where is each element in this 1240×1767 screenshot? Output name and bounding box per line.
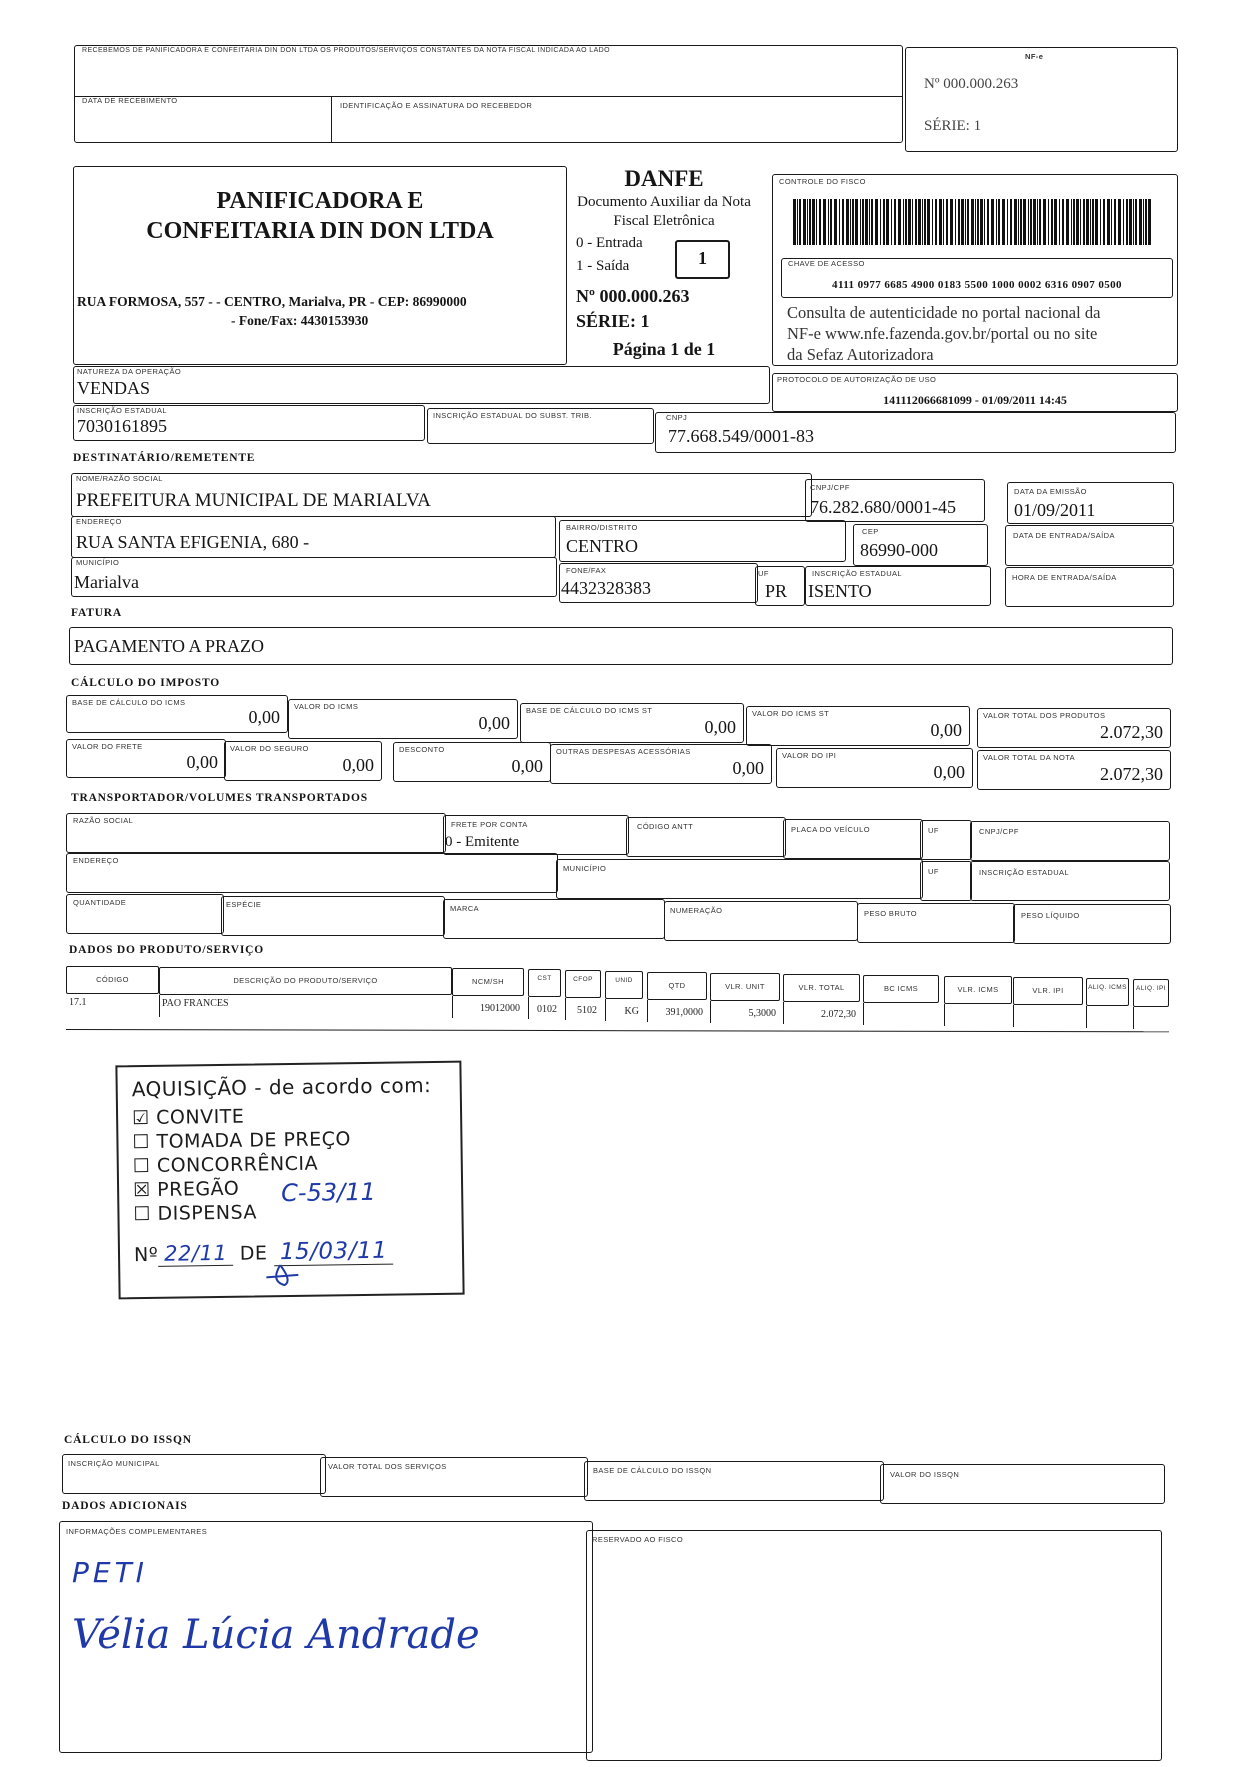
stamp-opt-convite: ☑ CONVITE [131,1105,245,1130]
product-header-label: DESCRIÇÃO DO PRODUTO/SERVIÇO [233,976,378,985]
product-cell: 2.072,30 [821,1009,856,1020]
district-label: BAIRRO/DISTRITO [566,523,638,532]
net-weight-label: PESO LÍQUIDO [1021,911,1080,920]
stamp-handwritten-ref: C-53/11 [280,1177,376,1208]
reserved-fisco-box [586,1530,1162,1761]
handwritten-note: PETI [72,1556,148,1589]
protocol-label: PROTOCOLO DE AUTORIZAÇÃO DE USO [777,375,937,384]
receipt-stub [74,45,903,143]
stamp-opt-dispensa: ☐ DISPENSA [133,1201,258,1226]
tax-field-label: VALOR DO IPI [782,751,837,760]
receipt-signature-label: IDENTIFICAÇÃO E ASSINATURA DO RECEBEDOR [340,101,533,110]
danfe-page: Página 1 de 1 [612,339,716,359]
net-weight-box [1013,904,1171,944]
danfe-number: Nº 000.000.263 [576,286,690,306]
city-box [71,557,557,597]
product-header-label: QTD [668,981,686,990]
stamp-opt-tomada: ☐ TOMADA DE PREÇO [132,1128,352,1154]
stub-series: SÉRIE: 1 [924,118,982,134]
complementary-info-label: INFORMAÇÕES COMPLEMENTARES [66,1527,208,1536]
consult-line2: NF-e www.nfe.fazenda.gov.br/portal ou no site [787,324,1098,343]
tax-field-label: DESCONTO [399,745,445,754]
tax-field-label: VALOR DO ICMS ST [752,709,830,718]
receipt-declaration: RECEBEMOS DE PANIFICADORA E CONFEITARIA DIN DON LTDA OS PRODUTOS/SERVIÇOS CONSTANTES DA NOTA FISCAL INDICADA AO LADO [82,47,610,54]
product-cell: 5,3000 [748,1008,776,1019]
consult-line3: da Sefaz Autorizadora [787,345,934,364]
uf: PR [765,581,788,601]
carrier-cnpj-label: CNPJ/CPF [979,827,1019,836]
stamp-date: 15/03/11 [274,1238,394,1267]
issqn-section-title: CÁLCULO DO ISSQN [64,1434,192,1446]
emitter-address: RUA FORMOSA, 557 - - CENTRO, Marialva, PR - CEP: 86990000 [77,294,467,309]
gross-weight-label: PESO BRUTO [864,909,918,918]
stamp-initial-mark [262,1261,302,1292]
products-section-title: DADOS DO PRODUTO/SERVIÇO [69,944,264,956]
city-label: MUNICÍPIO [76,558,120,567]
carrier-name-label: RAZÃO SOCIAL [73,816,134,825]
nfe-label: NF-e [1025,52,1044,61]
cnpj-value: 77.668.549/0001-83 [668,426,814,446]
product-cell: PAO FRANCES [162,998,229,1009]
carrier-address-label: ENDEREÇO [73,856,119,865]
danfe-subtitle2: Fiscal Eletrônica [613,213,715,229]
tax-field-value: 0,00 [342,755,374,775]
invoice-value: PAGAMENTO A PRAZO [74,636,265,656]
danfe-subtitle1: Documento Auxiliar da Nota [577,194,751,210]
carrier-uf2-label: UF [928,867,939,876]
divider [331,96,332,143]
freight-label: FRETE POR CONTA [451,820,528,829]
tax-field-label: VALOR TOTAL DOS PRODUTOS [983,711,1106,720]
tax-section-title: CÁLCULO DO IMPOSTO [71,677,221,689]
product-table-bottom [66,1029,1169,1032]
issqn-value-label: VALOR DO ISSQN [890,1470,960,1479]
phone-label: FONE/FAX [566,566,607,575]
tax-field-value: 0,00 [732,758,764,778]
nature-value: VENDAS [77,378,151,398]
product-header-label: CFOP [573,976,593,983]
stamp-title: AQUISIÇÃO - de acordo com: [131,1073,432,1102]
product-cell: 17.1 [69,997,87,1008]
product-column-divider [1086,1006,1087,1028]
product-header-label: VLR. IPI [1032,986,1064,995]
product-cell: 391,0000 [665,1007,703,1018]
stamp-opt1-label: CONVITE [156,1105,245,1129]
danfe-title: DANFE [624,166,704,191]
cep-label: CEP [862,527,879,536]
freight-value: 0 - Emitente [445,834,520,850]
stamp-opt4-label: PREGÃO [157,1177,240,1201]
product-header-label: NCM/SH [472,977,504,986]
io-date-label: DATA DE ENTRADA/SAÍDA [1013,531,1115,540]
carrier-ie-label: INSCRIÇÃO ESTADUAL [979,868,1069,877]
carrier-uf-label: UF [928,826,939,835]
product-column-divider [1013,1005,1014,1027]
tax-field-value: 0,00 [930,720,962,740]
carrier-address-box [66,853,558,893]
product-header-label: ALIQ. IPI [1136,985,1166,992]
nature-label: NATUREZA DA OPERAÇÃO [77,367,182,376]
stamp-opt2-label: TOMADA DE PREÇO [156,1128,352,1153]
invoice-section-title: FATURA [71,607,123,619]
entry-option: 0 - Entrada [576,235,643,251]
fiscal-control-label: CONTROLE DO FISCO [779,177,866,186]
recipient-address: RUA SANTA EFIGENIA, 680 - [76,532,310,552]
barcode [793,199,1155,245]
access-key-value: 4111 0977 6685 4900 0183 5500 1000 0002 6316 0907 0500 [832,279,1122,291]
access-key-label: CHAVE DE ACESSO [788,259,865,268]
services-total-label: VALOR TOTAL DOS SERVIÇOS [328,1462,447,1471]
stamp-opt5-label: DISPENSA [157,1201,258,1225]
uf-label: UF [758,569,769,578]
emitter-name-line1: PANIFICADORA E [216,188,424,214]
stamp-opt-pregao: ☒ PREGÃO [132,1177,240,1202]
consult-line1: Consulta de autenticidade no portal nacional da [787,303,1101,322]
brand-label: MARCA [450,904,480,913]
tax-field-value: 0,00 [511,756,543,776]
stamp-opt-concorrencia: ☐ CONCORRÊNCIA [132,1152,319,1178]
carrier-ie-box [970,861,1170,901]
emitter-phone: - Fone/Fax: 4430153930 [231,313,369,328]
kind-label: ESPÉCIE [226,900,262,909]
tax-field-value: 2.072,30 [1100,764,1163,784]
issue-date-label: DATA DA EMISSÃO [1014,487,1087,496]
carrier-city-box [556,859,923,899]
cnpj-label: CNPJ [666,413,688,422]
protocol-value: 141112066681099 - 01/09/2011 14:45 [883,393,1067,407]
tax-field-label: VALOR DO SEGURO [230,744,309,753]
tax-field-label: VALOR TOTAL DA NOTA [983,753,1076,762]
tax-field-label: BASE DE CÁLCULO DO ICMS [72,698,186,707]
recipient-name-label: NOME/RAZÃO SOCIAL [76,474,163,483]
product-header-label: VLR. TOTAL [798,983,845,992]
acquisition-stamp [115,1061,464,1300]
product-cell: 5102 [577,1005,597,1016]
product-header-label: CST [537,975,552,982]
stamp-de: DE [239,1242,268,1265]
product-header-label: ALIQ. ICMS [1088,984,1127,991]
transport-section-title: TRANSPORTADOR/VOLUMES TRANSPORTADOS [71,792,368,804]
additional-section-title: DADOS ADICIONAIS [62,1500,188,1512]
product-column-divider [1133,1007,1134,1029]
emitter-name-line2: CONFEITARIA DIN DON LTDA [146,218,494,244]
tax-field-value: 0,00 [248,707,280,727]
stamp-opt3-label: CONCORRÊNCIA [156,1152,319,1177]
cep: 86990-000 [860,540,938,560]
antt-label: CÓDIGO ANTT [637,822,694,831]
product-header-label: VLR. UNIT [725,982,765,991]
state-reg-st-label: INSCRIÇÃO ESTADUAL DO SUBST. TRIB. [433,411,592,420]
qty-label: QUANTIDADE [73,898,127,907]
recipient-section-title: DESTINATÁRIO/REMETENTE [73,452,256,464]
receipt-date-label: DATA DE RECEBIMENTO [82,96,178,105]
municipal-reg-label: INSCRIÇÃO MUNICIPAL [68,1459,160,1468]
recipient-ie: ISENTO [808,581,872,601]
city: Marialva [74,572,139,592]
product-header-label: BC ICMS [883,984,919,993]
tax-field-value: 0,00 [704,717,736,737]
io-time-label: HORA DE ENTRADA/SAÍDA [1012,573,1117,582]
danfe-series: SÉRIE: 1 [576,311,650,331]
numbering-label: NUMERAÇÃO [670,906,723,915]
nfe-stub-box [905,47,1178,152]
handwritten-signature: Vélia Lúcia Andrade [72,1612,480,1658]
product-cell: KG [624,1006,639,1017]
divider [74,96,903,97]
tax-field-value: 2.072,30 [1100,722,1163,742]
tax-field-label: VALOR DO ICMS [294,702,359,711]
product-header-label: VLR. ICMS [957,985,999,994]
tax-field-value: 0,00 [186,752,218,772]
stub-number: Nº 000.000.263 [924,76,1019,92]
carrier-city-label: MUNICÍPIO [563,864,607,873]
stamp-number: 22/11 [158,1241,233,1267]
product-column-divider [944,1004,945,1026]
product-cell: 0102 [537,1004,557,1015]
phone: 4432328383 [561,578,651,598]
district: CENTRO [566,536,638,556]
recipient-cnpj-label: CNPJ/CPF [810,483,850,492]
product-cell: 19012000 [480,1003,520,1014]
product-column-divider [159,995,160,1017]
tax-field-label: OUTRAS DESPESAS ACESSÓRIAS [556,747,691,756]
issue-date: 01/09/2011 [1014,500,1096,520]
recipient-name: PREFEITURA MUNICIPAL DE MARIALVA [76,490,431,511]
tax-field-label: BASE DE CÁLCULO DO ICMS ST [526,706,653,715]
plate-label: PLACA DO VEÍCULO [791,825,870,834]
product-header-label: UNID [615,977,633,984]
recipient-address-label: ENDEREÇO [76,517,122,526]
product-column-divider [863,1003,864,1025]
operation-type-value: 1 [698,248,707,268]
issqn-base-label: BASE DE CÁLCULO DO ISSQN [593,1466,712,1475]
product-header-label: CÓDIGO [96,975,129,984]
recipient-ie-label: INSCRIÇÃO ESTADUAL [812,569,902,578]
tax-field-label: VALOR DO FRETE [72,742,143,751]
recipient-cnpj: 76.282.680/0001-45 [810,497,956,517]
reserved-fisco-label: RESERVADO AO FISCO [592,1535,684,1544]
tax-field-value: 0,00 [478,713,510,733]
stamp-number-prefix: Nº [133,1243,159,1267]
state-reg-value: 7030161895 [77,416,167,436]
exit-option: 1 - Saída [576,258,630,274]
tax-field-value: 0,00 [933,762,965,782]
state-reg-label: INSCRIÇÃO ESTADUAL [77,406,167,415]
